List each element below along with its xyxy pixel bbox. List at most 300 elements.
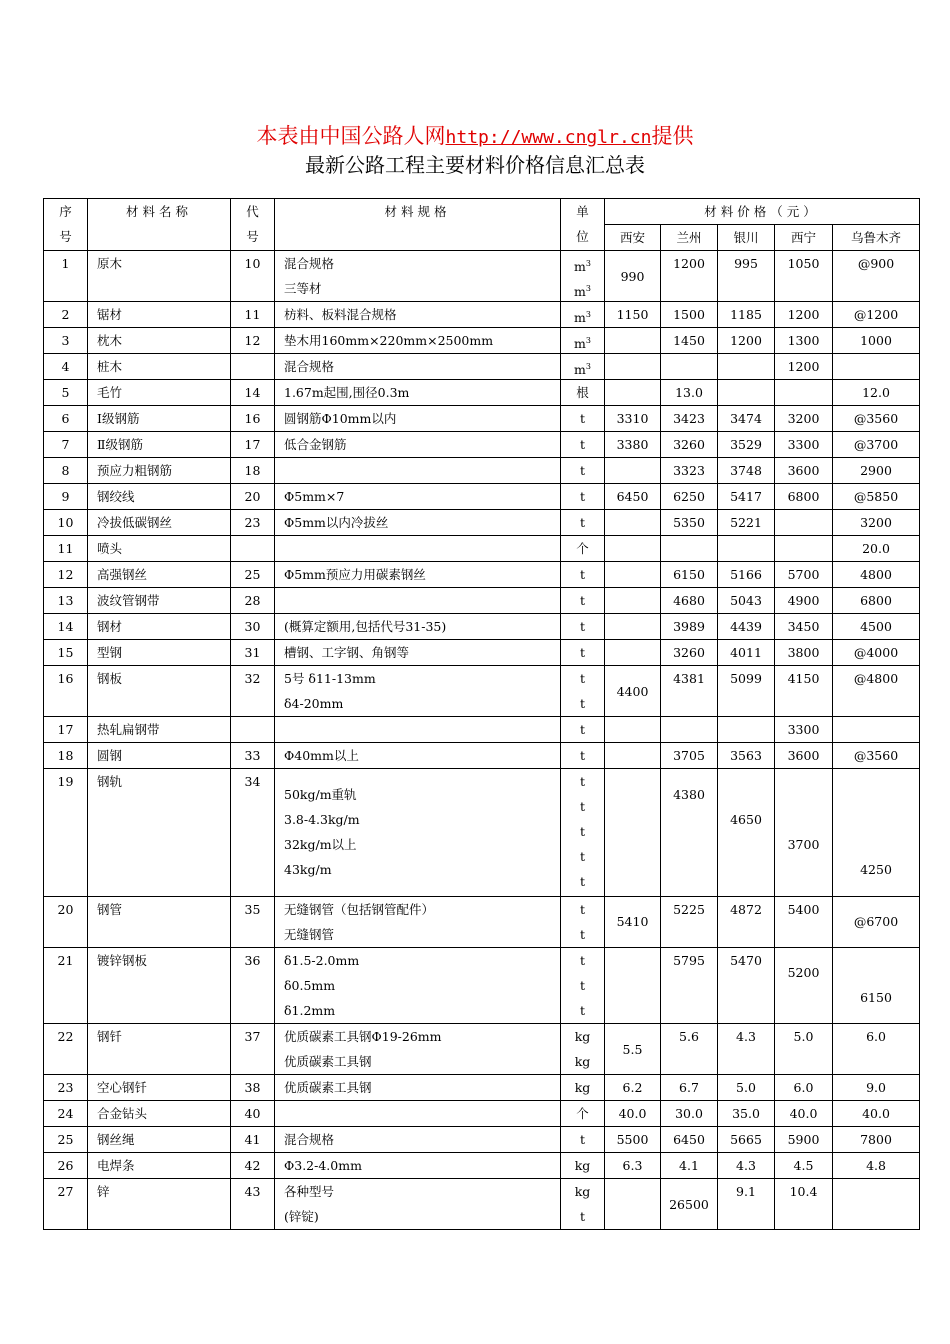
row-seq: 23 xyxy=(44,1075,88,1101)
row-price xyxy=(661,717,718,743)
unit-value: t xyxy=(579,849,586,864)
row-name: 型钢 xyxy=(88,640,231,666)
row-price: 3300 xyxy=(775,717,833,743)
row-name: 高强钢丝 xyxy=(88,562,231,588)
row-price: 4650 xyxy=(718,769,775,897)
row-name: 喷头 xyxy=(88,536,231,562)
row-price: 5400 xyxy=(775,896,833,947)
row-unit xyxy=(561,432,605,458)
row-unit xyxy=(561,769,605,897)
row-seq: 9 xyxy=(44,484,88,510)
row-name: 钢轨 xyxy=(88,769,231,897)
row-price: 5099 xyxy=(718,666,775,717)
row-spec: 混合规格 三等材 xyxy=(275,251,561,302)
row-price xyxy=(605,947,661,1024)
row-seq: 10 xyxy=(44,510,88,536)
row-spec: Φ5mm预应力用碳素钢丝 xyxy=(275,562,561,588)
row-price xyxy=(605,328,661,354)
row-price: 5700 xyxy=(775,562,833,588)
unit-value: t xyxy=(579,619,586,634)
row-spec xyxy=(275,458,561,484)
row-price: 3260 xyxy=(661,640,718,666)
row-price: 1200 xyxy=(661,251,718,302)
row-spec: 优质碳素工具钢Φ19-26mm 优质碳素工具钢 xyxy=(275,1024,561,1075)
table-row xyxy=(44,328,920,354)
row-price: 4250 xyxy=(833,769,920,897)
row-seq: 15 xyxy=(44,640,88,666)
row-code: 34 xyxy=(231,769,275,897)
row-code: 11 xyxy=(231,302,275,328)
row-seq: 4 xyxy=(44,354,88,380)
table-row xyxy=(44,432,920,458)
provider-url-link[interactable]: http://www.cnglr.cn xyxy=(445,127,652,148)
row-price: 5.0 xyxy=(775,1024,833,1075)
row-price xyxy=(605,1179,661,1230)
row-price: 3600 xyxy=(775,743,833,769)
row-price: 3450 xyxy=(775,614,833,640)
row-price xyxy=(661,354,718,380)
row-price: 3310 xyxy=(605,406,661,432)
row-price xyxy=(605,717,661,743)
unit-value: 个 xyxy=(576,541,589,556)
row-seq: 16 xyxy=(44,666,88,717)
header-code: 代 号 xyxy=(231,199,275,251)
row-name: 冷拔低碳钢丝 xyxy=(88,510,231,536)
row-name: 预应力粗钢筋 xyxy=(88,458,231,484)
row-name: 钢丝绳 xyxy=(88,1127,231,1153)
row-price: 3529 xyxy=(718,432,775,458)
row-spec: 1.67m起围,围径0.3m xyxy=(275,380,561,406)
row-spec: 优质碳素工具钢 xyxy=(275,1075,561,1101)
row-name: 钢绞线 xyxy=(88,484,231,510)
row-code: 20 xyxy=(231,484,275,510)
row-unit xyxy=(561,562,605,588)
row-price: 26500 xyxy=(661,1179,718,1230)
unit-value: t xyxy=(579,748,586,763)
row-price: 5417 xyxy=(718,484,775,510)
row-price: 5500 xyxy=(605,1127,661,1153)
row-unit xyxy=(561,1075,605,1101)
unit-value: t xyxy=(579,774,586,789)
row-seq: 14 xyxy=(44,614,88,640)
row-price: 1185 xyxy=(718,302,775,328)
row-price: 5221 xyxy=(718,510,775,536)
header-city: 乌鲁木齐 xyxy=(833,225,920,251)
row-price xyxy=(605,562,661,588)
row-price: 1200 xyxy=(718,328,775,354)
row-spec: Φ3.2-4.0mm xyxy=(275,1153,561,1179)
row-unit xyxy=(561,458,605,484)
row-spec xyxy=(275,588,561,614)
row-seq: 27 xyxy=(44,1179,88,1230)
row-code: 38 xyxy=(231,1075,275,1101)
row-seq: 7 xyxy=(44,432,88,458)
row-price: 6800 xyxy=(833,588,920,614)
header-city: 银川 xyxy=(718,225,775,251)
row-price: 5043 xyxy=(718,588,775,614)
table-row xyxy=(44,406,920,432)
row-price: 4381 xyxy=(661,666,718,717)
row-price: 3200 xyxy=(833,510,920,536)
row-seq: 21 xyxy=(44,947,88,1024)
row-code: 35 xyxy=(231,896,275,947)
row-price: 6.7 xyxy=(661,1075,718,1101)
row-code xyxy=(231,536,275,562)
row-code: 41 xyxy=(231,1127,275,1153)
row-seq: 25 xyxy=(44,1127,88,1153)
row-seq: 19 xyxy=(44,769,88,897)
row-name: 钢钎 xyxy=(88,1024,231,1075)
row-code: 12 xyxy=(231,328,275,354)
header-unit: 单 位 xyxy=(561,199,605,251)
row-price: 4500 xyxy=(833,614,920,640)
unit-value: t xyxy=(579,645,586,660)
row-seq: 22 xyxy=(44,1024,88,1075)
table-row xyxy=(44,536,920,562)
row-unit xyxy=(561,484,605,510)
row-code: 14 xyxy=(231,380,275,406)
row-code: 25 xyxy=(231,562,275,588)
row-price: 3300 xyxy=(775,432,833,458)
row-price: 6150 xyxy=(833,947,920,1024)
row-price: 3989 xyxy=(661,614,718,640)
document-header xyxy=(0,122,950,178)
row-unit xyxy=(561,1024,605,1075)
row-unit xyxy=(561,588,605,614)
row-seq: 3 xyxy=(44,328,88,354)
table-row xyxy=(44,769,920,897)
row-price: 1450 xyxy=(661,328,718,354)
table-row xyxy=(44,251,920,302)
table-row xyxy=(44,717,920,743)
unit-value: t xyxy=(579,926,586,942)
unit-value: $m^3$ xyxy=(574,284,591,300)
row-price xyxy=(833,1179,920,1230)
row-price: 3200 xyxy=(775,406,833,432)
row-price xyxy=(833,717,920,743)
row-spec: 低合金钢筋 xyxy=(275,432,561,458)
row-price xyxy=(605,458,661,484)
row-price: @1200 xyxy=(833,302,920,328)
row-price: @3560 xyxy=(833,743,920,769)
row-price xyxy=(833,354,920,380)
unit-value: t xyxy=(579,671,586,686)
row-price: 30.0 xyxy=(661,1101,718,1127)
row-price: 990 xyxy=(605,251,661,302)
header-city: 西安 xyxy=(605,225,661,251)
row-price: 5350 xyxy=(661,510,718,536)
row-seq: 1 xyxy=(44,251,88,302)
table-row xyxy=(44,666,920,717)
row-name: 枕木 xyxy=(88,328,231,354)
row-name: 波纹管钢带 xyxy=(88,588,231,614)
header-city: 兰州 xyxy=(661,225,718,251)
table-row xyxy=(44,380,920,406)
row-name: 镀锌钢板 xyxy=(88,947,231,1024)
unit-value: $m^3$ xyxy=(574,336,591,352)
row-unit xyxy=(561,1127,605,1153)
row-price: 4439 xyxy=(718,614,775,640)
row-price: 3600 xyxy=(775,458,833,484)
row-price: 40.0 xyxy=(605,1101,661,1127)
row-price: 5200 xyxy=(775,947,833,1024)
unit-value: kg xyxy=(574,1029,591,1044)
row-code: 36 xyxy=(231,947,275,1024)
row-price: 5470 xyxy=(718,947,775,1024)
row-spec: 槽钢、工字钢、角钢等 xyxy=(275,640,561,666)
row-code: 17 xyxy=(231,432,275,458)
row-seq: 20 xyxy=(44,896,88,947)
row-name: 原木 xyxy=(88,251,231,302)
row-price: 4.3 xyxy=(718,1153,775,1179)
row-unit xyxy=(561,536,605,562)
row-name: 空心钢钎 xyxy=(88,1075,231,1101)
row-spec: 混合规格 xyxy=(275,354,561,380)
row-name: 桩木 xyxy=(88,354,231,380)
table-row xyxy=(44,562,920,588)
table-row xyxy=(44,743,920,769)
row-price: 4.5 xyxy=(775,1153,833,1179)
row-price: 3423 xyxy=(661,406,718,432)
row-unit xyxy=(561,666,605,717)
row-code: 16 xyxy=(231,406,275,432)
table-row xyxy=(44,1101,920,1127)
row-spec: 枋料、板料混合规格 xyxy=(275,302,561,328)
unit-value: t xyxy=(579,977,586,993)
table-row xyxy=(44,354,920,380)
unit-value: t xyxy=(579,489,586,504)
row-name: Ⅰ级钢筋 xyxy=(88,406,231,432)
row-price: 4150 xyxy=(775,666,833,717)
row-code: 10 xyxy=(231,251,275,302)
row-price: 4.1 xyxy=(661,1153,718,1179)
row-spec xyxy=(275,536,561,562)
row-price: 6250 xyxy=(661,484,718,510)
row-price xyxy=(605,380,661,406)
row-price: 3800 xyxy=(775,640,833,666)
row-unit xyxy=(561,354,605,380)
row-name: 圆钢 xyxy=(88,743,231,769)
header-price-group: 材料价格（元） xyxy=(605,199,920,225)
row-price: 5.5 xyxy=(605,1024,661,1075)
row-price: @6700 xyxy=(833,896,920,947)
row-unit xyxy=(561,328,605,354)
row-price: 6.3 xyxy=(605,1153,661,1179)
row-price xyxy=(718,717,775,743)
unit-value: kg xyxy=(574,1158,591,1173)
row-price: 3323 xyxy=(661,458,718,484)
row-price xyxy=(718,536,775,562)
table-row xyxy=(44,302,920,328)
row-code: 33 xyxy=(231,743,275,769)
row-price: 3474 xyxy=(718,406,775,432)
row-spec xyxy=(275,1101,561,1127)
row-price: 4872 xyxy=(718,896,775,947)
row-unit xyxy=(561,1179,605,1230)
row-spec xyxy=(275,717,561,743)
row-unit xyxy=(561,896,605,947)
row-price xyxy=(605,354,661,380)
row-price: 4380 xyxy=(661,769,718,897)
row-name: 钢板 xyxy=(88,666,231,717)
unit-value: t xyxy=(579,567,586,582)
unit-value: 个 xyxy=(576,1106,589,1121)
row-seq: 26 xyxy=(44,1153,88,1179)
row-price: 1300 xyxy=(775,328,833,354)
row-unit xyxy=(561,1101,605,1127)
unit-value: $m^3$ xyxy=(574,310,591,326)
row-name: 电焊条 xyxy=(88,1153,231,1179)
row-price: 6150 xyxy=(661,562,718,588)
table-row xyxy=(44,510,920,536)
row-price: 6.0 xyxy=(775,1075,833,1101)
row-price: 9.0 xyxy=(833,1075,920,1101)
row-seq: 8 xyxy=(44,458,88,484)
row-seq: 11 xyxy=(44,536,88,562)
row-price: 6450 xyxy=(661,1127,718,1153)
row-price xyxy=(661,536,718,562)
row-price xyxy=(605,588,661,614)
unit-value: $m^3$ xyxy=(574,259,591,275)
row-spec: Φ5mm以内冷拔丝 xyxy=(275,510,561,536)
unit-value: t xyxy=(579,411,586,426)
row-seq: 12 xyxy=(44,562,88,588)
row-price xyxy=(605,743,661,769)
unit-value: t xyxy=(579,437,586,452)
row-price xyxy=(775,380,833,406)
row-price: 2900 xyxy=(833,458,920,484)
unit-value: t xyxy=(579,874,586,889)
unit-value: 根 xyxy=(576,385,589,400)
unit-value: t xyxy=(579,824,586,839)
row-code: 30 xyxy=(231,614,275,640)
row-price: @3700 xyxy=(833,432,920,458)
row-price: @900 xyxy=(833,251,920,302)
row-price xyxy=(775,536,833,562)
row-price: 3380 xyxy=(605,432,661,458)
row-price xyxy=(605,536,661,562)
row-price: 40.0 xyxy=(775,1101,833,1127)
unit-value: kg xyxy=(574,1184,591,1199)
row-price: 5665 xyxy=(718,1127,775,1153)
unit-value: $m^3$ xyxy=(574,362,591,378)
row-code xyxy=(231,354,275,380)
row-name: 锯材 xyxy=(88,302,231,328)
row-price: 1200 xyxy=(775,354,833,380)
table-row xyxy=(44,484,920,510)
row-spec: 各种型号 (锌锭) xyxy=(275,1179,561,1230)
unit-value: t xyxy=(579,593,586,608)
row-spec: 圆钢筋Φ10mm以内 xyxy=(275,406,561,432)
unit-value: t xyxy=(579,1132,586,1147)
table-row xyxy=(44,896,920,947)
row-price: 3748 xyxy=(718,458,775,484)
row-code xyxy=(231,717,275,743)
table-row xyxy=(44,1153,920,1179)
row-price: 40.0 xyxy=(833,1101,920,1127)
provider-prefix: 本表由中国公路人网 xyxy=(256,124,446,148)
row-price: 5795 xyxy=(661,947,718,1024)
row-seq: 24 xyxy=(44,1101,88,1127)
row-price: 4.8 xyxy=(833,1153,920,1179)
row-unit xyxy=(561,302,605,328)
table-row xyxy=(44,1024,920,1075)
row-price xyxy=(718,354,775,380)
row-spec: (概算定额用,包括代号31-35) xyxy=(275,614,561,640)
row-price: 4680 xyxy=(661,588,718,614)
row-unit xyxy=(561,640,605,666)
row-price: 20.0 xyxy=(833,536,920,562)
row-spec: δ1.5-2.0mm δ0.5mm δ1.2mm xyxy=(275,947,561,1024)
row-code: 18 xyxy=(231,458,275,484)
row-price: 4900 xyxy=(775,588,833,614)
row-spec: Φ40mm以上 xyxy=(275,743,561,769)
row-price: 10.4 xyxy=(775,1179,833,1230)
unit-value: kg xyxy=(574,1054,591,1069)
row-code: 23 xyxy=(231,510,275,536)
row-price: @4800 xyxy=(833,666,920,717)
row-seq: 18 xyxy=(44,743,88,769)
unit-value: t xyxy=(579,952,586,968)
row-spec: 混合规格 xyxy=(275,1127,561,1153)
unit-value: t xyxy=(579,1209,586,1224)
row-price: 5166 xyxy=(718,562,775,588)
row-code: 32 xyxy=(231,666,275,717)
row-price: 1050 xyxy=(775,251,833,302)
row-price: @3560 xyxy=(833,406,920,432)
row-price xyxy=(605,614,661,640)
row-price: 4400 xyxy=(605,666,661,717)
row-price: 1150 xyxy=(605,302,661,328)
row-price: 6450 xyxy=(605,484,661,510)
row-name: Ⅱ级钢筋 xyxy=(88,432,231,458)
row-price: 6800 xyxy=(775,484,833,510)
row-price xyxy=(605,769,661,897)
row-price: 1500 xyxy=(661,302,718,328)
row-name: 毛竹 xyxy=(88,380,231,406)
row-price: 4011 xyxy=(718,640,775,666)
row-unit xyxy=(561,380,605,406)
row-spec: 无缝钢管（包括钢管配件） 无缝钢管 xyxy=(275,896,561,947)
unit-value: t xyxy=(579,722,586,737)
header-city: 西宁 xyxy=(775,225,833,251)
row-seq: 5 xyxy=(44,380,88,406)
row-code: 31 xyxy=(231,640,275,666)
row-unit xyxy=(561,717,605,743)
unit-value: t xyxy=(579,1002,586,1018)
row-name: 热轧扁钢带 xyxy=(88,717,231,743)
row-price: 1000 xyxy=(833,328,920,354)
row-code: 40 xyxy=(231,1101,275,1127)
row-price: 5900 xyxy=(775,1127,833,1153)
unit-value: t xyxy=(579,696,586,711)
table-row xyxy=(44,640,920,666)
row-spec: Φ5mm×7 xyxy=(275,484,561,510)
row-price: 1200 xyxy=(775,302,833,328)
row-price xyxy=(605,510,661,536)
row-code: 42 xyxy=(231,1153,275,1179)
header-spec: 材料规格 xyxy=(275,199,561,251)
table-row xyxy=(44,614,920,640)
row-price: 5.0 xyxy=(718,1075,775,1101)
row-seq: 2 xyxy=(44,302,88,328)
price-table xyxy=(43,198,920,1230)
table-row xyxy=(44,1127,920,1153)
row-price: 4.3 xyxy=(718,1024,775,1075)
row-unit xyxy=(561,510,605,536)
header-name: 材料名称 xyxy=(88,199,231,251)
row-price: 5410 xyxy=(605,896,661,947)
